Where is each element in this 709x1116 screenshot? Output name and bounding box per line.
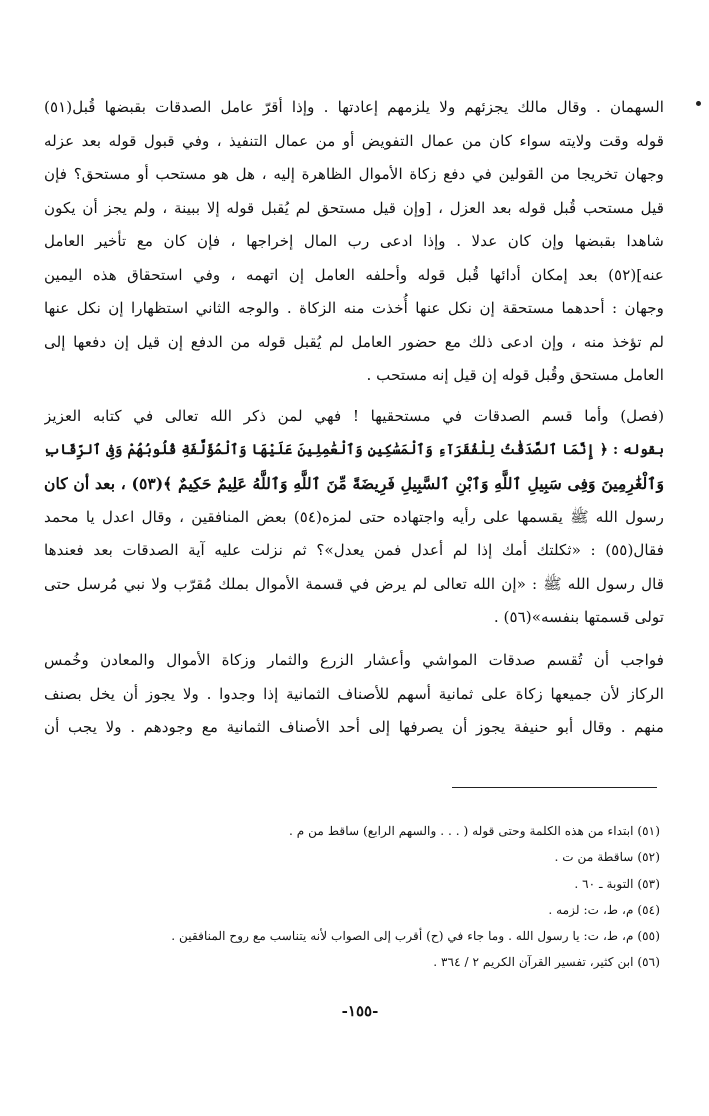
- text-line: الركاز لأن جميعها زكاة على ثمانية أسهم للأصناف الثمانية إذا وجدوا . ولا يجوز أن يخل بصنف: [44, 684, 664, 703]
- footnotes: [150, 818, 660, 976]
- text-line: عنه](٥٢) بعد إمكان أدائها قُبل قوله وأحلفه العامل إن اتهمه ، وفي استحقاق هذه اليمين: [44, 265, 664, 284]
- paragraph-2: [44, 400, 664, 635]
- text-line: قوله وقت ولايته سواء كان من عمال التفويض أو من عمال التنفيذ ، وفي قبول قوله بعد عزله: [44, 131, 664, 150]
- text-line: قيل مستحب قُبل قوله بعد العزل ، [وإن قيل مستحق لم يُقبل قوله إلا ببينة ، ولم يجز أن يكون: [44, 198, 664, 217]
- text-line: (فصل) وأما قسم الصدقات في مستحقيها ! فهي لمن ذكر الله تعالى في كتابه العزيز: [44, 407, 664, 425]
- page-number: -١٥٥-: [341, 1002, 379, 1020]
- quran-verse-line: بقوله : ﴿ إِنَّمَا ٱلصَّدَقَٰتُ لِلْفُقَرَآءِ وَٱلْمَسَٰكِينِ وَٱلْعَٰمِلِينَ عَلَيْهَا وَٱلْمُؤَلَّفَةِ قُلُوبُهُمْ وَفِى ٱلرِّقَابِ: [44, 441, 664, 458]
- footnote: (٥١) ابتداء من هذه الكلمة وحتى قوله ( . . . والسهم الرابع) ساقط من م .: [288, 824, 660, 838]
- paragraph-3: [44, 644, 664, 745]
- text-line: فقال(٥٥) : «ثكلتك أمك إذا لم أعدل فمن يعدل»؟ ثم نزلت عليه آية الصدقات بعد فعندها: [44, 541, 664, 559]
- footnote: (٥٢) ساقطة من ت .: [554, 850, 660, 865]
- text-line: وجهان تخريجا من القولين في دفع زكاة الأموال الظاهرة إليه ، هل هو مستحب أو مستحق؟ فإن: [44, 165, 664, 183]
- footnote: (٥٥) م، ط، ت: يا رسول الله . وما جاء في (ح) أقرب إلى الصواب لأنه يتناسب مع روح المنافقين .: [171, 929, 660, 944]
- margin-dot: [696, 101, 701, 106]
- footnote-divider: [452, 787, 657, 788]
- text-line: العامل مستحق وقُبل قوله إن قيل إنه مستحب .: [366, 366, 664, 384]
- footnote: (٥٦) ابن كثير، تفسير القرآن الكريم ٢ / ٣٦٤ .: [433, 955, 660, 970]
- paragraph-1: [44, 91, 664, 393]
- text-line: رسول الله ﷺ يقسمها على رأيه واجتهاده حتى لمزه(٥٤) بعض المنافقين ، وقال اعدل يا محمد: [44, 507, 664, 526]
- text-line: تولى قسمتها بنفسه»(٥٦) .: [493, 608, 664, 626]
- text-line: فواجب أن تُقسم صدقات المواشي وأعشار الزرع والثمار وزكاة الأموال والمعادن وخُمس: [44, 651, 664, 669]
- footnote: (٥٤) م، ط، ت: لزمه .: [548, 902, 660, 917]
- text-line: السهمان . وقال مالك يجزئهم ولا يلزمهم إعادتها . وإذا أقرّ عامل الصدقات بقبضها قُبل(٥١): [44, 98, 664, 116]
- text-line: لم تؤخذ منه ، وإن ادعى ذلك مع حضور العامل لم يُقبل قوله من الدفع إن قيل إن دفعها إلى: [44, 332, 664, 351]
- text-line: منهم . وقال أبو حنيفة يجوز أن يصرفها إلى أحد الأصناف الثمانية مع وجودهم . ولا يجب أن: [44, 718, 664, 736]
- text-line: وجهان : أحدهما مستحقة إن نكل عنها أُخذت منه الزكاة . والوجه الثاني استظهارا إن نكل عنها: [44, 299, 664, 317]
- text-line: قال رسول الله ﷺ : «إن الله تعالى لم يرض في قسمة الأموال بملك مُقرّب ولا نبي مُرسل حتى: [44, 574, 664, 593]
- text-line: شاهدا بقبضها وإن كان عدلا . وإذا ادعى رب المال إخراجها ، فإن كان مع تأخير العامل: [44, 232, 664, 250]
- quran-verse-line: وَٱلْغَٰرِمِينَ وَفِى سَبِيلِ ٱللَّهِ وَٱبْنِ ٱلسَّبِيلِ فَرِيضَةً مِّنَ ٱللَّهِ وَٱللَّهُ عَلِيمٌ حَكِيمٌ ﴾(٥٣) ، بعد أن كان: [44, 474, 664, 493]
- footnote: (٥٣) التوبة ـ ٦٠ .: [574, 876, 660, 891]
